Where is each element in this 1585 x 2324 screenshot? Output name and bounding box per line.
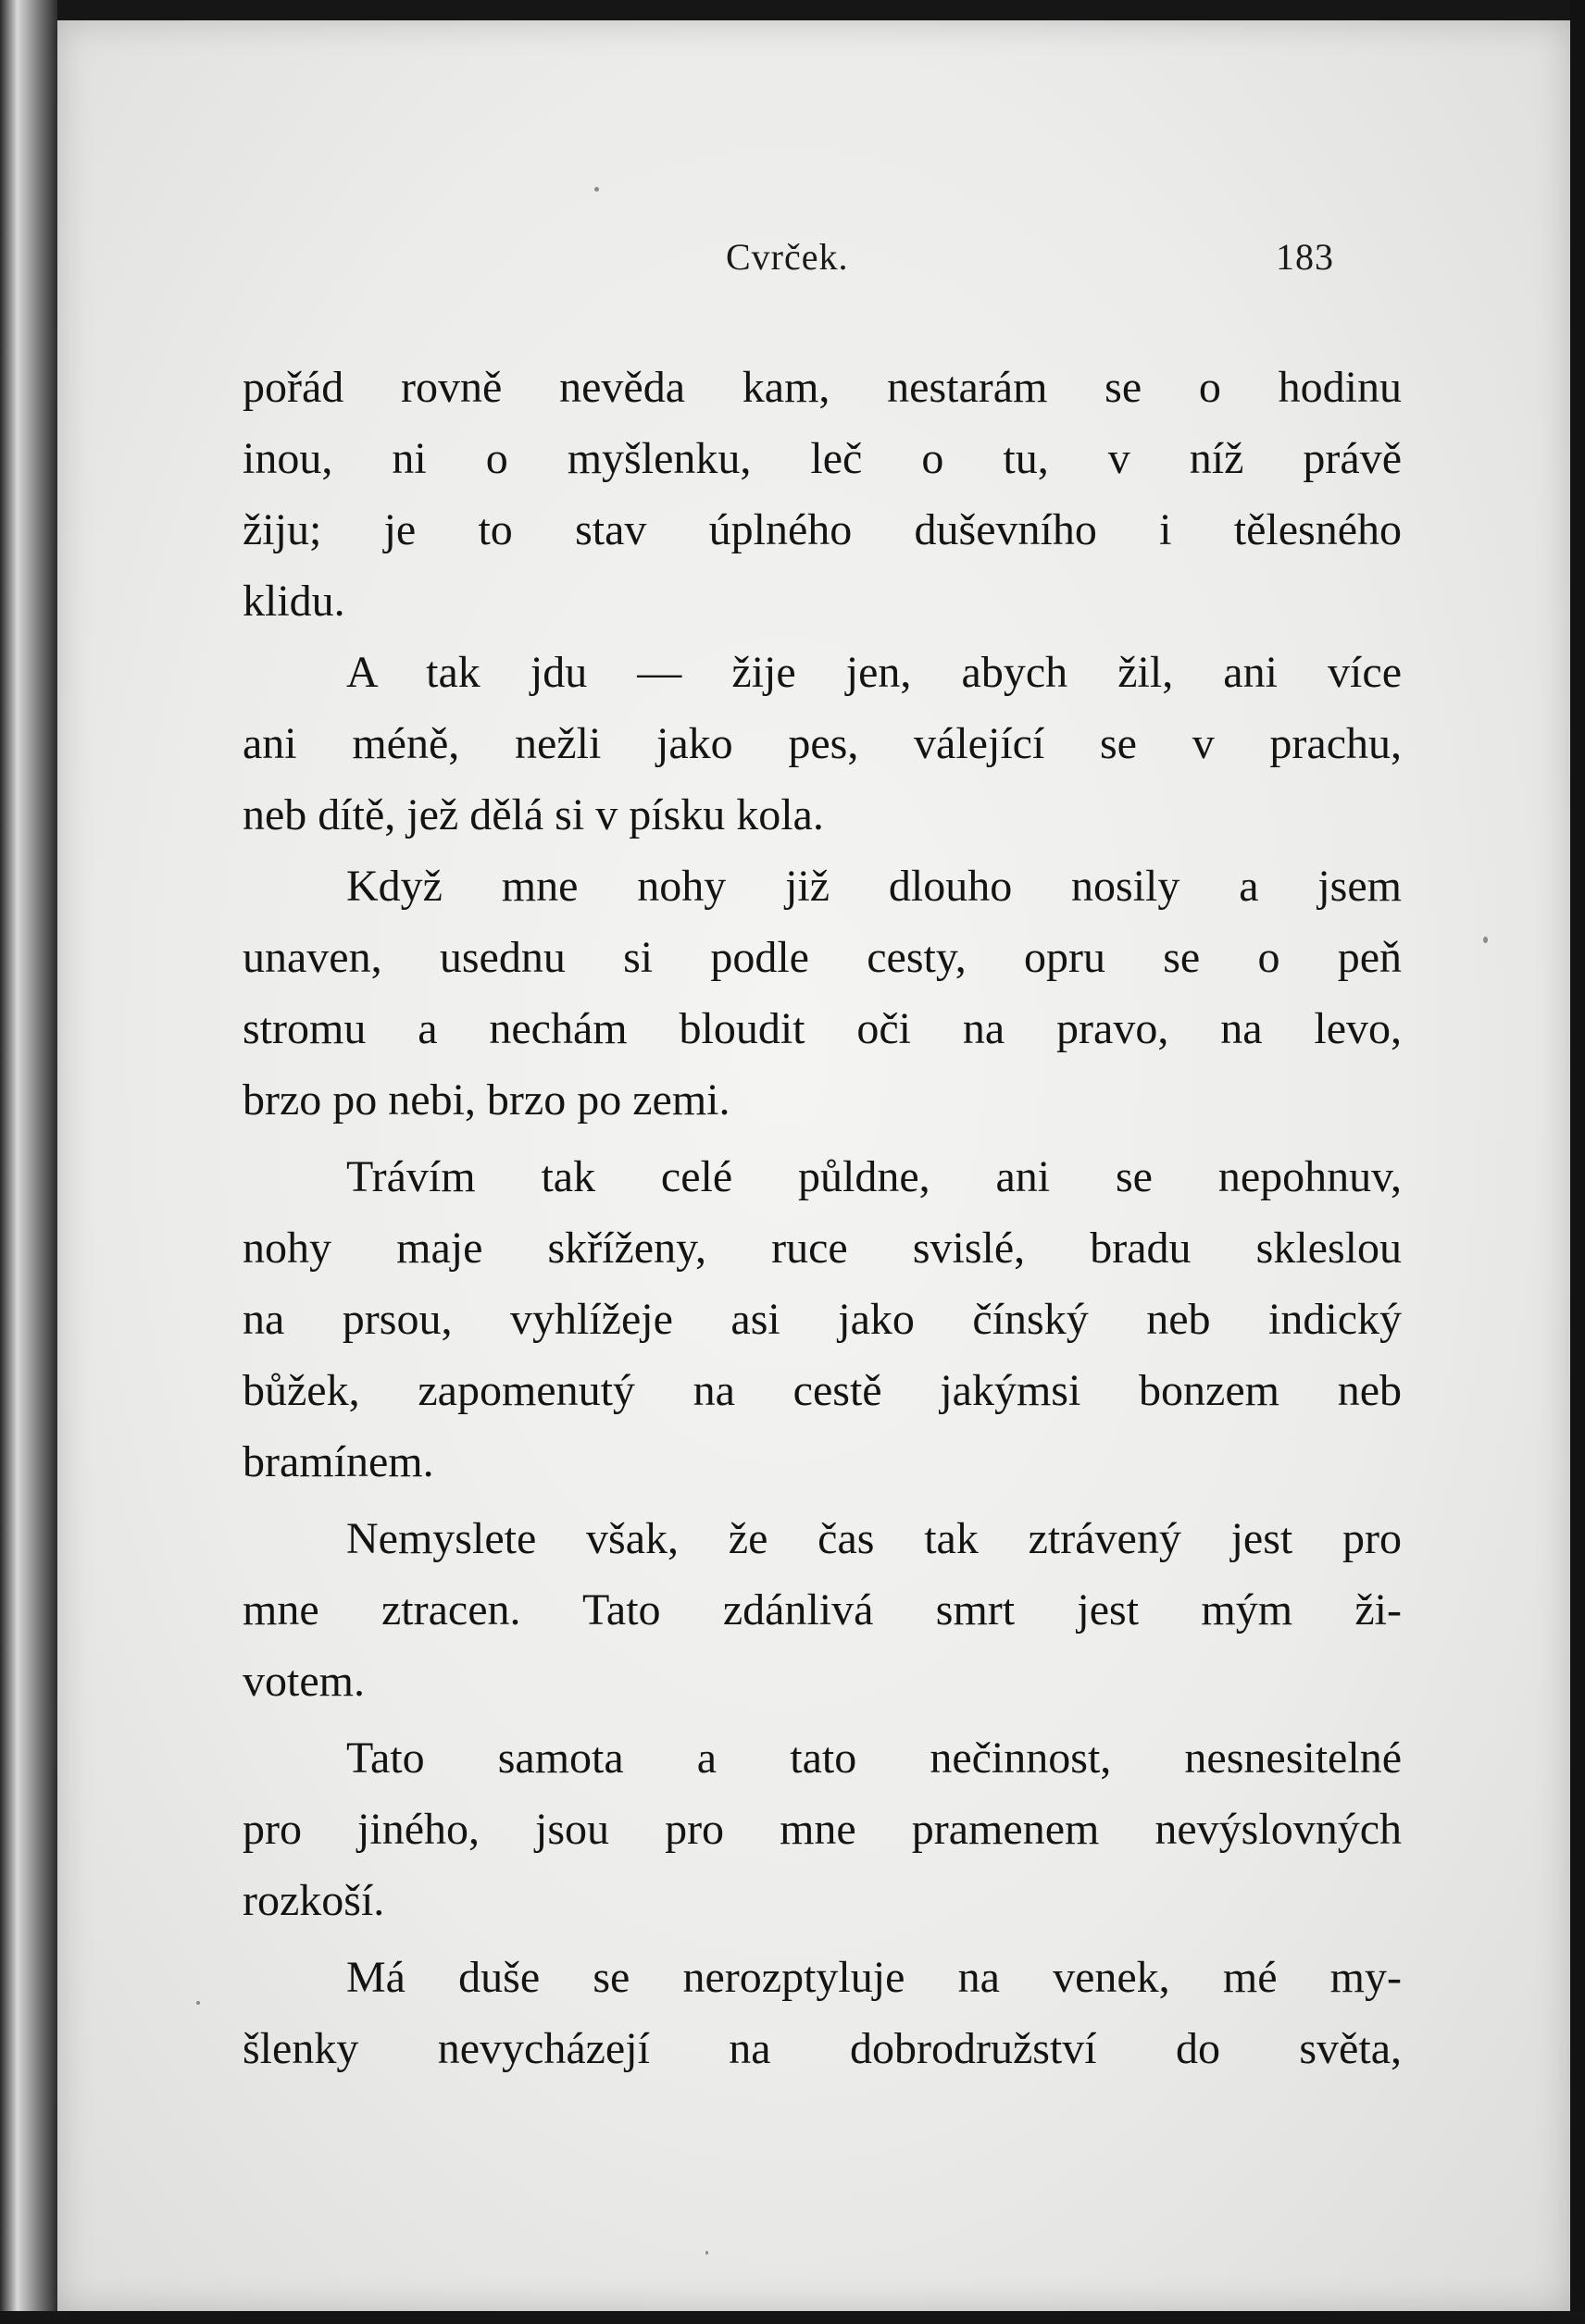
text-line: Má duše se nerozptyluje na venek, mé my- <box>346 1953 1402 2002</box>
text-line: Trávím tak celé půldne, ani se nepohnuv, <box>346 1152 1402 1201</box>
text-line: votem. <box>243 1657 365 1706</box>
paragraph <box>243 637 1402 851</box>
paragraph <box>243 1942 1402 2084</box>
speck <box>196 2001 200 2005</box>
paragraph <box>243 1722 1402 1936</box>
page-header <box>57 235 1571 281</box>
text-line: nohy maje skříženy, ruce svislé, bradu skleslou <box>243 1224 1402 1273</box>
text-line: pořád rovně nevěda kam, nestarám se o hodinu <box>243 363 1402 412</box>
text-line: bramínem. <box>243 1437 434 1486</box>
text-line: pro jiného, jsou pro mne pramenem nevýslovných <box>243 1805 1402 1854</box>
text-line: na prsou, vyhlížeje asi jako čínský neb indický <box>243 1295 1402 1344</box>
text-line: bůžek, zapomenutý na cestě jakýmsi bonzem neb <box>243 1366 1402 1415</box>
text-line: neb dítě, jež dělá si v písku kola. <box>243 790 824 839</box>
text-line: žiju; je to stav úplného duševního i tělesného <box>243 505 1402 554</box>
speck <box>594 187 599 192</box>
body-text <box>243 352 1402 2084</box>
speck <box>705 2251 708 2255</box>
right-edge <box>1570 0 1585 2324</box>
binding-edge <box>0 0 57 2324</box>
paragraph <box>243 1141 1402 1498</box>
text-line: brzo po nebi, brzo po zemi. <box>243 1075 730 1125</box>
paragraph <box>243 1503 1402 1717</box>
text-line: inou, ni o myšlenku, leč o tu, v níž právě <box>243 434 1402 483</box>
paragraph <box>243 851 1402 1136</box>
text-line: Nemyslete však, že čas tak ztrávený jest pro <box>346 1514 1402 1563</box>
book-page <box>57 20 1571 2311</box>
text-line: Když mne nohy již dlouho nosily a jsem <box>346 862 1402 911</box>
bottom-edge <box>0 2311 1585 2324</box>
text-line: ani méně, nežli jako pes, válející se v prachu, <box>243 719 1402 768</box>
text-line: stromu a nechám bloudit oči na pravo, na levo, <box>243 1004 1402 1053</box>
text-line: Tato samota a tato nečinnost, nesnesitelné <box>346 1734 1402 1783</box>
page-number: 183 <box>1276 236 1334 278</box>
text-line: klidu. <box>243 577 345 626</box>
text-line: šlenky nevycházejí na dobrodružství do světa, <box>243 2024 1402 2073</box>
paragraph <box>243 352 1402 637</box>
text-line: rozkoší. <box>243 1876 385 1925</box>
text-line: mne ztracen. Tato zdánlivá smrt jest mým ži- <box>243 1585 1402 1634</box>
running-title: Cvrček. <box>726 236 849 278</box>
speck <box>1483 937 1488 943</box>
text-line: A tak jdu — žije jen, abych žil, ani více <box>346 648 1402 697</box>
text-line: unaven, usednu si podle cesty, opru se o peň <box>243 933 1402 982</box>
